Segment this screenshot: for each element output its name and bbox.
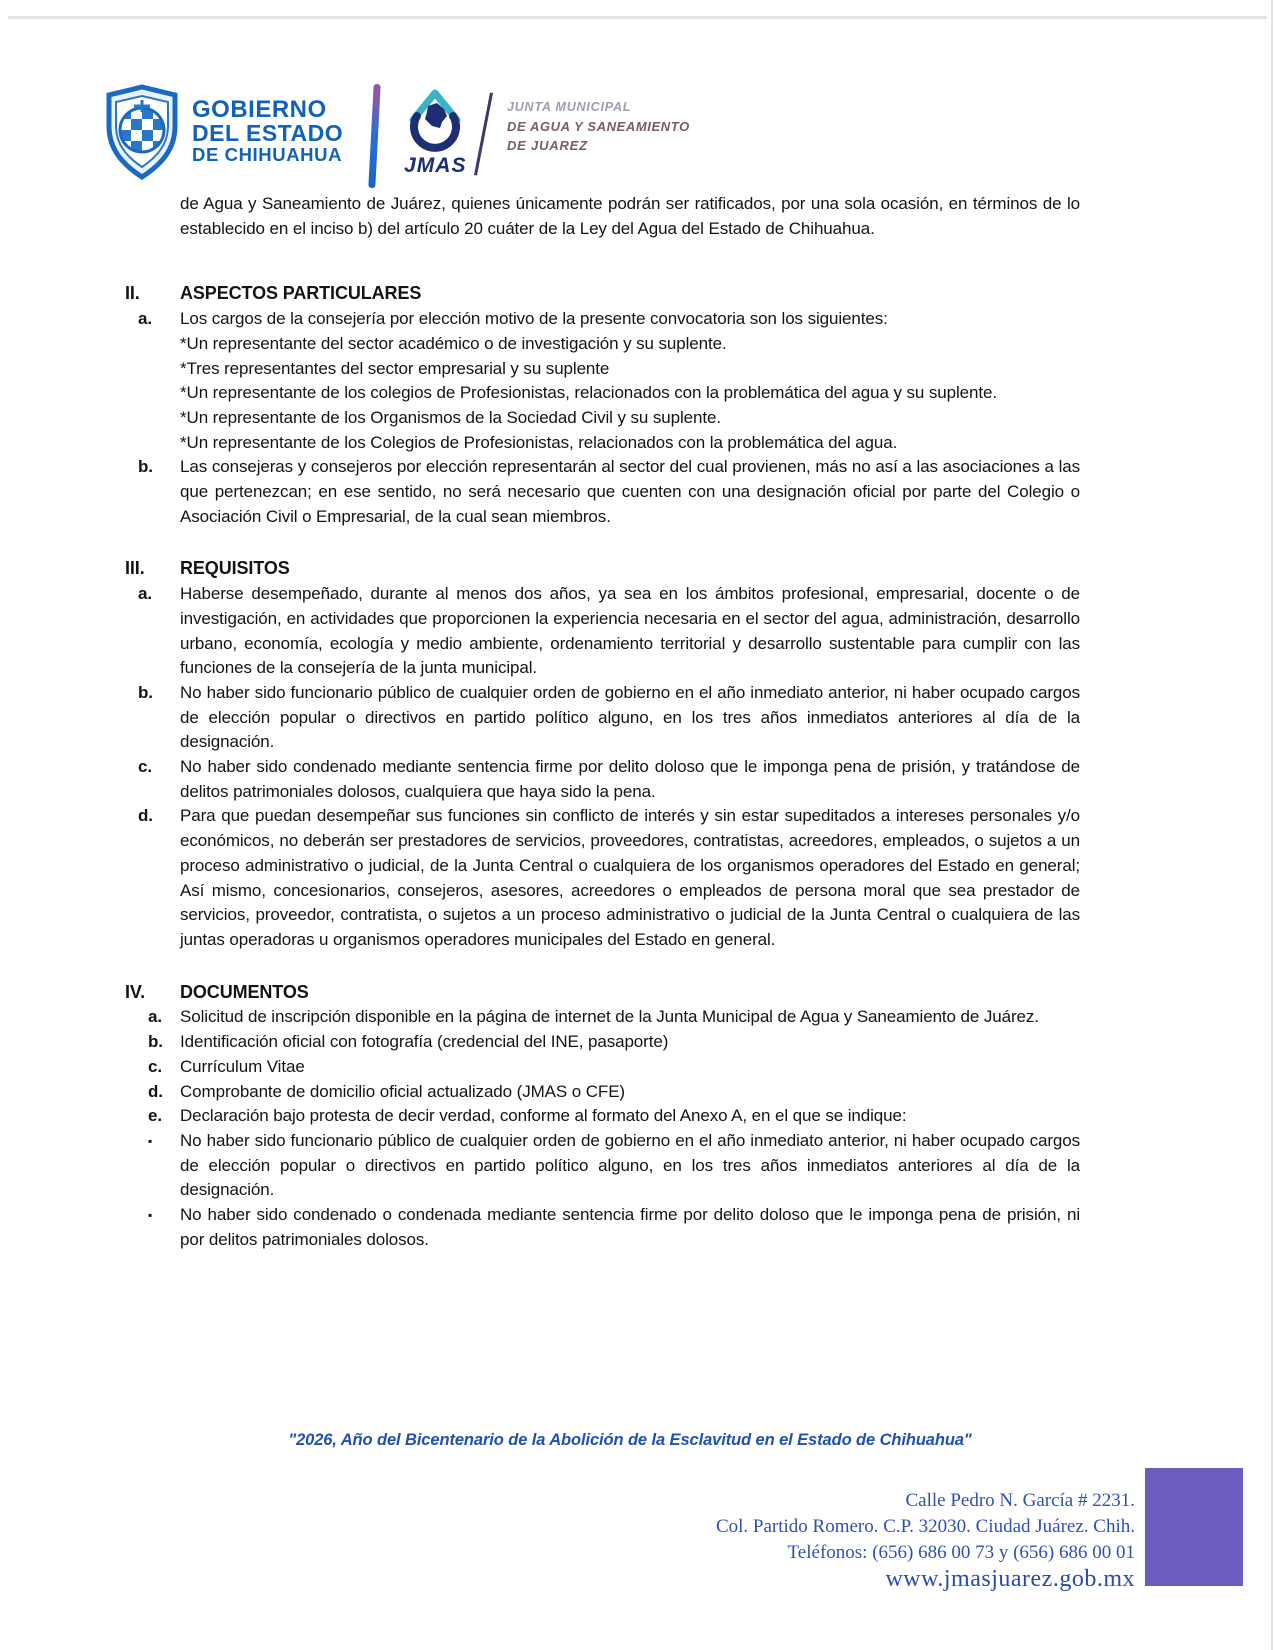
section-title: ASPECTOS PARTICULARES (180, 283, 422, 304)
list-item (138, 804, 1080, 952)
item-line: Los cargos de la consejería por elección motivo de la presente convocatoria son los siguientes: (180, 309, 888, 329)
item-line: *Un representante del sector académico o de investigación y su suplente. (180, 333, 727, 353)
item-label: b. (148, 1032, 163, 1052)
footer-motto: "2026, Año del Bicentenario de la Abolición de la Esclavitud en el Estado de Chihuahua" (288, 1431, 972, 1449)
scan-artifact-top-line (8, 16, 1267, 19)
item-body (180, 1055, 1080, 1080)
list-item (148, 1055, 1080, 1080)
item-label: a. (148, 1007, 162, 1027)
list-item (138, 582, 1080, 681)
list-item (138, 455, 1080, 529)
item-line: Identificación oficial con fotografía (credencial del INE, pasaporte) (180, 1032, 669, 1052)
item-body (180, 1129, 1080, 1203)
gobierno-line2: DEL ESTADO (192, 120, 344, 147)
letterhead (104, 84, 690, 194)
item-label: d. (138, 806, 153, 826)
gobierno-wordmark (192, 98, 343, 165)
square-bullet-icon: ▪ (148, 1133, 153, 1148)
item-label: e. (148, 1106, 162, 1126)
website-url: www.jmasjuarez.gob.mx (885, 1566, 1135, 1592)
chihuahua-state-shield-icon (104, 84, 180, 180)
item-body (180, 1005, 1080, 1030)
item-line: No haber sido condenado mediante sentencia firme por delito doloso que le imponga pena de prisión, y tratándose de delitos patrimoniales dolosos, cualquiera que haya sido la pena. (180, 757, 1080, 801)
section-heading-requisitos (125, 556, 1080, 581)
item-line: No haber sido funcionario público de cualquier orden de gobierno en el año inmediato anterior, ni haber ocupado cargos de elección popular o directivos en partido político alguno, en los tres años inmediatos anteriores al día de la designación. (180, 1130, 1080, 1200)
section-title: REQUISITOS (180, 558, 290, 579)
list-item (148, 1030, 1080, 1055)
footer-address-block (716, 1488, 1135, 1592)
item-line: *Un representante de los Colegios de Profesionistas, relacionados con la problemática del agua. (180, 432, 898, 452)
junta-line3: DE JUAREZ (506, 138, 588, 154)
item-label: b. (138, 457, 153, 477)
jmas-waterdrop-icon (404, 86, 466, 154)
item-body (180, 681, 1080, 755)
document-body (125, 192, 1080, 1252)
section-number: II. (125, 283, 140, 304)
item-line: Solicitud de inscripción disponible en la página de internet de la Junta Municipal de Agua y Saneamiento de Juárez. (180, 1007, 1039, 1027)
section-number: III. (125, 558, 145, 579)
item-label: d. (148, 1081, 163, 1101)
section-number: IV. (125, 981, 146, 1002)
item-line: Haberse desempeñado, durante al menos dos años, ya sea en los ámbitos profesional, empresarial, docente o de investigación, en actividades que proporcionen la experiencia necesaria en el sector del agua, administración, desarrollo urbano, economía, ecología y medio ambiente, ordenamiento territorial y desarrollo sustentable para cumplir con las funciones de la consejería de la junta municipal. (180, 584, 1080, 678)
list-item (148, 1203, 1080, 1252)
list-item (148, 1005, 1080, 1030)
item-line: Las consejeras y consejeros por elección representarán al sector del cual provienen, más no así a las asociaciones a las que pertenezcan; en ese sentido, no será necesario que cuenten con una designación oficial por parte del Colegio o Asociación Civil o Empresarial, de la cual sean miembros. (180, 457, 1080, 526)
item-line: *Tres representantes del sector empresarial y su suplente (180, 358, 610, 378)
item-label: b. (138, 682, 153, 702)
junta-line1: JUNTA MUNICIPAL (506, 100, 632, 114)
item-body (180, 307, 1080, 455)
section-title: DOCUMENTOS (180, 981, 309, 1002)
junta-municipal-wordmark (507, 98, 690, 156)
gradient-divider-bar (368, 84, 380, 188)
item-line: No haber sido funcionario público de cualquier orden de gobierno en el año inmediato anterior, ni haber ocupado cargos de elección popular o directivos en partido político alguno, en los tres años inmediatos anteriores al día de la designación. (180, 682, 1080, 752)
item-body (180, 804, 1080, 952)
item-line: Declaración bajo protesta de decir verdad, conforme al formato del Anexo A, en el que se indique: (180, 1106, 907, 1126)
intro-paragraph: de Agua y Saneamiento de Juárez, quienes únicamente podrán ser ratificados, por una sola ocasión, en términos de lo establecido en el inciso b) del artículo 20 cuáter de la Ley del Agua del Estado de Chihuahua. (180, 194, 1080, 238)
item-line: Currículum Vitae (180, 1056, 305, 1076)
list-item (138, 681, 1080, 755)
item-line: *Un representante de los colegios de Profesionistas, relacionados con la problemática del agua y su suplente. (180, 383, 997, 403)
item-line: *Un representante de los Organismos de la Sociedad Civil y su suplente. (180, 407, 721, 427)
address-phones: Teléfonos: (656) 686 00 73 y (656) 686 00 01 (787, 1542, 1135, 1563)
item-body (180, 1104, 1080, 1129)
item-label: c. (148, 1056, 162, 1076)
item-body (180, 755, 1080, 804)
list-item (148, 1104, 1080, 1129)
address-street: Calle Pedro N. García # 2231. (905, 1490, 1135, 1511)
junta-line2: DE AGUA Y SANEAMIENTO (506, 118, 690, 134)
diagonal-divider-line (474, 93, 492, 176)
section-documentos-list (148, 1005, 1080, 1252)
item-label: a. (138, 584, 152, 604)
jmas-wordmark: JMAS (404, 154, 467, 177)
item-line: No haber sido condenado o condenada mediante sentencia firme por delito doloso que le imponga pena de prisión, ni por delitos patrimoniales dolosos. (180, 1205, 1080, 1249)
item-label: a. (138, 309, 152, 329)
scan-artifact-right-line (1271, 0, 1273, 1650)
list-item (148, 1129, 1080, 1203)
section-heading-documentos (125, 980, 1080, 1005)
gobierno-line3: DE CHIHUAHUA (192, 143, 343, 165)
item-body (180, 1080, 1080, 1105)
item-body (180, 1203, 1080, 1252)
gobierno-line1: GOBIERNO (192, 96, 327, 123)
item-body (180, 582, 1080, 681)
address-city: Col. Partido Romero. C.P. 32030. Ciudad Juárez. Chih. (715, 1516, 1135, 1537)
item-label: c. (138, 757, 152, 777)
list-item (148, 1080, 1080, 1105)
purple-corner-rectangle (1145, 1468, 1243, 1586)
list-item (138, 755, 1080, 804)
item-line: Para que puedan desempeñar sus funciones sin conflicto de interés y sin estar supeditados a intereses personales y/o económicos, no deberán ser prestadores de servicios, proveedores, contratistas, acreedores, empleados, o sujetos a un proceso administrativo o judicial, de la Junta Central o cualquiera de los organismos operadores del Estado en general; Así mismo, concesionarios, consejeros, asesores, acreedores o empleados de persona moral que sea prestador de servicios, proveedor, contratista, o sujetos a un proceso administrativo o judicial de la Junta Central o cualquiera de las juntas operadoras u organismos operadores municipales del Estado en general. (180, 806, 1080, 949)
item-body (180, 455, 1080, 529)
section-heading-aspectos-particulares (125, 281, 1080, 306)
item-body (180, 1030, 1080, 1055)
jmas-logo (404, 86, 466, 178)
list-item (138, 307, 1080, 455)
square-bullet-icon: ▪ (148, 1208, 153, 1223)
item-line: Comprobante de domicilio oficial actualizado (JMAS o CFE) (180, 1081, 625, 1101)
